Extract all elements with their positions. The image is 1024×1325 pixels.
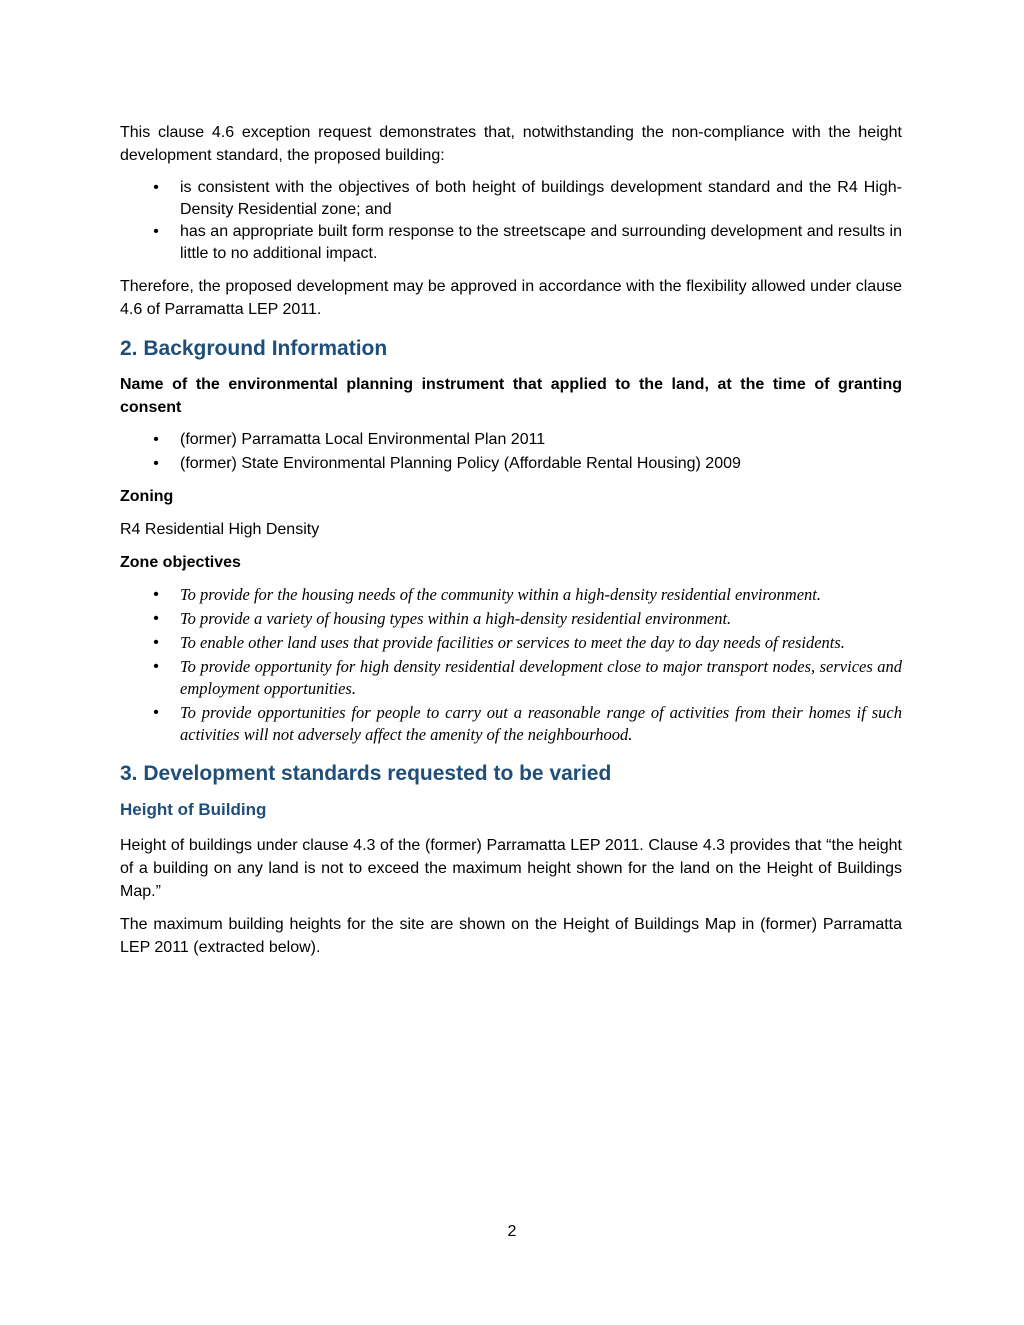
list-item [120, 429, 902, 451]
list-item-text: (former) State Environmental Planning Policy (Affordable Rental Housing) 2009 [180, 455, 741, 472]
height-map-paragraph: The maximum building heights for the site are shown on the Height of Buildings Map in (former) Parramatta LEP 2011 (extracted below). [120, 916, 902, 956]
bullet-icon: • [153, 455, 159, 472]
conclusion-paragraph: Therefore, the proposed development may be approved in accordance with the flexibility allowed under clause 4.6 of Parramatta LEP 2011. [120, 278, 902, 318]
list-item-text: To provide opportunity for high density residential development close to major transport nodes, services and employment opportunities. [180, 657, 902, 698]
list-item-text: is consistent with the objectives of both height of buildings development standard and the R4 High-Density Residential zone; and [180, 179, 902, 218]
bullet-icon: • [153, 610, 159, 627]
instrument-label: Name of the environmental planning instrument that applied to the land, at the time of granting consent [120, 376, 902, 416]
page-content [120, 121, 902, 959]
section-3-heading: 3. Development standards requested to be varied [120, 762, 612, 785]
list-item [120, 584, 902, 606]
bullet-icon: • [153, 634, 159, 651]
zoning-label: Zoning [120, 488, 174, 505]
list-item [120, 656, 902, 700]
height-paragraph: Height of buildings under clause 4.3 of the (former) Parramatta LEP 2011. Clause 4.3 provides that “the height of a building on any land is not to exceed the maximum height shown for the land on the Height of Buildings Map.” [120, 837, 902, 900]
list-item-text: To provide a variety of housing types within a high-density residential environment. [180, 609, 732, 628]
section-2-heading: 2. Background Information [120, 337, 388, 360]
bullet-icon: • [153, 586, 159, 603]
bullet-icon: • [153, 223, 159, 240]
list-item [120, 608, 902, 630]
zone-objectives-label: Zone objectives [120, 554, 241, 571]
height-of-building-subheading: Height of Building [120, 800, 267, 819]
list-item-text: (former) Parramatta Local Environmental Plan 2011 [180, 431, 546, 448]
bullet-icon: • [153, 431, 159, 448]
intro-paragraph: This clause 4.6 exception request demonstrates that, notwithstanding the non-compliance with the height development standard, the proposed building: [120, 124, 902, 164]
intro-bullet-list [120, 177, 902, 265]
list-item-text: To enable other land uses that provide facilities or services to meet the day to day needs of residents. [180, 633, 845, 652]
list-item-text: To provide for the housing needs of the community within a high-density residential environment. [180, 585, 821, 604]
list-item [120, 453, 902, 475]
list-item [120, 221, 902, 265]
page-number: 2 [507, 1223, 517, 1240]
zone-objectives-list [120, 584, 902, 746]
list-item-text: To provide opportunities for people to carry out a reasonable range of activities from their homes if such activities will not adversely affect the amenity of the neighbourhood. [180, 703, 902, 744]
list-item-text: has an appropriate built form response to the streetscape and surrounding development and results in little to no additional impact. [180, 223, 902, 262]
bullet-icon: • [153, 704, 159, 721]
list-item [120, 177, 902, 221]
list-item [120, 632, 902, 654]
bullet-icon: • [153, 179, 159, 196]
instrument-list [120, 429, 902, 475]
list-item [120, 702, 902, 746]
bullet-icon: • [153, 658, 159, 675]
zoning-value: R4 Residential High Density [120, 521, 320, 538]
